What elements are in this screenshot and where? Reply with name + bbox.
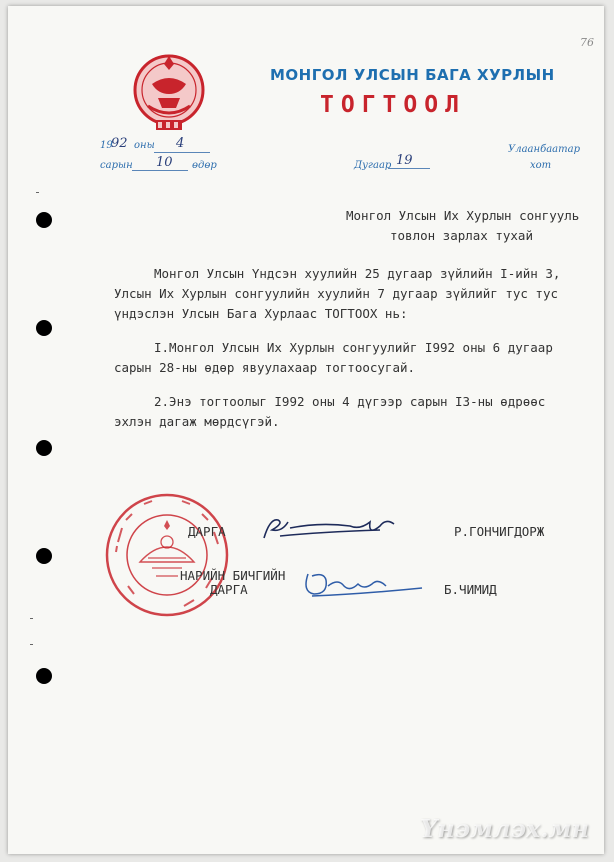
- month-value: 4: [176, 136, 185, 151]
- secretary-title-line-2: ДАРГА: [210, 582, 248, 597]
- chair-title: ДАРГА: [188, 524, 226, 539]
- state-emblem-icon: [128, 48, 210, 138]
- secretary-title-line-1: НАРИЙН БИЧГИЙН: [180, 568, 286, 583]
- intro-line-2: Улсын Их Хурлын сонгуулийн хуулийн 7 дугаар зүйлийг тус тус: [114, 286, 559, 301]
- secretary-signature-icon: [298, 566, 438, 602]
- archive-number: 76: [580, 36, 594, 49]
- place-name: Улаанбаатар: [508, 144, 580, 155]
- item-1-line-2: сарын 28-ны өдөр явуулахаар тогтоосугай.: [114, 360, 416, 375]
- year-line: [154, 152, 210, 153]
- intro-line-1: Монгол Улсын Үндсэн хуулийн 25 дугаар зүйлийн I-ийн 3,: [154, 266, 561, 281]
- punch-hole-icon: [36, 548, 52, 564]
- number-value: 19: [396, 153, 413, 168]
- margin-tick: [36, 192, 39, 193]
- day-value: 10: [156, 155, 173, 170]
- place-label: хот: [530, 160, 552, 171]
- document-page: [8, 6, 604, 854]
- punch-hole-icon: [36, 320, 52, 336]
- year-label: оны: [134, 140, 155, 151]
- year-prefix: 19: [100, 140, 113, 151]
- item-2-line-1: 2.Энэ тогтоолыг I992 оны 4 дүгээр сарын I3-ны өдрөөс: [154, 394, 546, 409]
- chair-signature-icon: [260, 512, 410, 546]
- subject-line-2: товлон зарлах тухай: [390, 228, 533, 243]
- day-line: [132, 170, 188, 171]
- year-value: 92: [111, 136, 128, 151]
- number-label: Дугаар: [354, 160, 392, 171]
- intro-line-3: үндэслэн Улсын Бага Хурлаас ТОГТООХ нь:: [114, 306, 408, 321]
- item-1-line-1: I.Монгол Улсын Их Хурлын сонгуулийг I992 оны 6 дугаар: [154, 340, 553, 355]
- month-label: сарын: [100, 160, 133, 171]
- punch-hole-icon: [36, 440, 52, 456]
- document-type-title: ТОГТООЛ: [320, 92, 466, 118]
- margin-tick: [30, 644, 33, 645]
- item-2-line-2: эхлэн дагаж мөрдсүгэй.: [114, 414, 280, 429]
- chair-name: Р.ГОНЧИГДОРЖ: [454, 524, 545, 539]
- organization-heading: МОНГОЛ УЛСЫН БАГА ХУРЛЫН: [270, 66, 555, 84]
- punch-hole-icon: [36, 668, 52, 684]
- margin-tick: [30, 618, 33, 619]
- subject-line-1: Монгол Улсын Их Хурлын сонгууль: [346, 208, 580, 223]
- secretary-name: Б.ЧИМИД: [444, 582, 497, 597]
- site-watermark: Үнэмлэх.мн: [420, 814, 589, 843]
- day-label: өдөр: [192, 160, 217, 171]
- official-seal-icon: [104, 492, 230, 618]
- punch-hole-icon: [36, 212, 52, 228]
- number-line: [388, 168, 430, 169]
